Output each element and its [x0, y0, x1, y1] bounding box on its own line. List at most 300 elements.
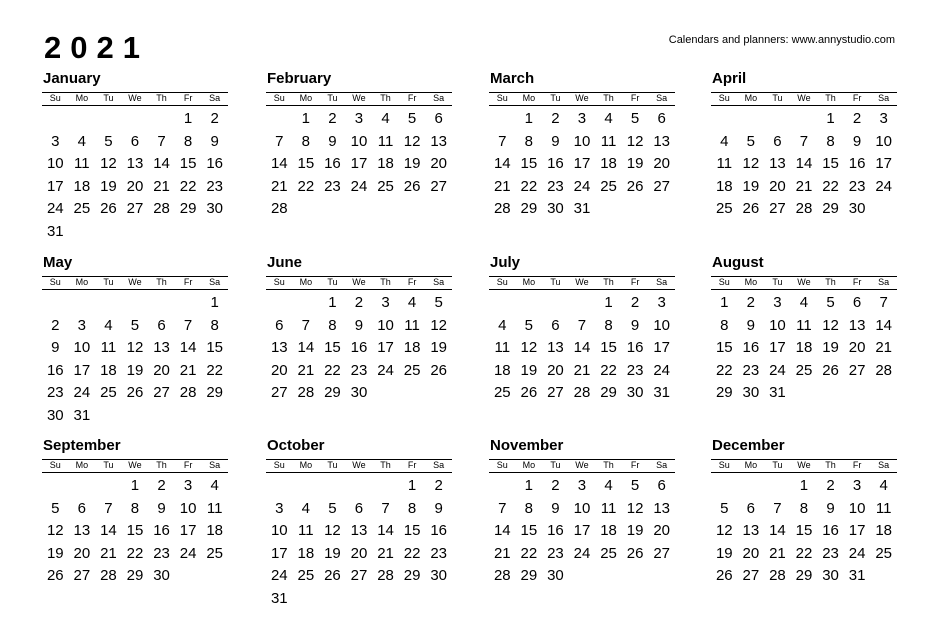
day-cell: 22 [297, 177, 315, 195]
weekday-label: Mo [299, 277, 313, 287]
weekday-label: Tu [327, 93, 338, 103]
day-cell: 26 [126, 384, 144, 401]
empty-cell [266, 475, 293, 498]
weekday-label: Mo [75, 277, 89, 287]
day-cell: 31 [46, 222, 64, 240]
weekday-label: Mo [522, 93, 536, 103]
day-cell: 19 [520, 361, 538, 379]
day-cell: 28 [100, 567, 117, 584]
day-cell: 23 [324, 177, 341, 195]
day-cell: 8 [210, 316, 219, 334]
day-cell: 19 [626, 522, 644, 539]
day-cell: 19 [46, 544, 64, 562]
weekday-label: Sa [878, 277, 890, 287]
weekday-label: We [797, 277, 811, 287]
empty-cell [738, 108, 765, 131]
day-cell: 6 [275, 316, 284, 334]
day-cell: 25 [493, 384, 511, 401]
day-cell: 21 [377, 544, 394, 562]
day-cell: 21 [270, 177, 288, 195]
day-cell: 27 [126, 200, 144, 217]
day-cell: 20 [270, 361, 288, 379]
day-cell: 1 [720, 294, 729, 311]
day-cell: 15 [715, 339, 733, 356]
day-cell: 13 [547, 339, 564, 356]
day-cell: 30 [547, 200, 564, 217]
day-cell: 22 [126, 544, 144, 562]
day-cell: 19 [715, 544, 733, 562]
day-cell: 5 [720, 499, 729, 517]
day-cell: 28 [493, 567, 511, 584]
day-cell: 14 [100, 522, 117, 539]
day-cell: 13 [350, 522, 368, 539]
day-cell: 27 [270, 384, 288, 401]
day-cell: 4 [720, 132, 729, 150]
month-name: April [712, 70, 747, 87]
day-cell: 7 [183, 316, 193, 334]
month-name: March [490, 70, 535, 87]
day-cell: 27 [153, 384, 170, 401]
weekday-header [489, 276, 675, 290]
day-cell: 7 [577, 316, 587, 334]
day-cell: 14 [297, 339, 315, 356]
month-name: September [43, 437, 121, 454]
day-cell: 7 [498, 499, 507, 517]
year-title: 2021 [44, 30, 149, 65]
empty-cell [122, 292, 149, 315]
day-cell: 21 [100, 544, 117, 562]
weekday-label: We [128, 277, 142, 287]
day-cell: 6 [130, 132, 140, 150]
weekday-label: Th [380, 93, 391, 103]
empty-cell [69, 108, 96, 131]
weekday-label: We [575, 277, 589, 287]
month-name: October [267, 437, 325, 454]
empty-cell [266, 108, 293, 131]
day-cell: 12 [715, 522, 733, 539]
day-cell: 4 [799, 294, 809, 311]
day-cell: 22 [179, 177, 197, 195]
day-cell: 29 [403, 567, 421, 584]
day-grid [42, 475, 228, 588]
day-cell: 26 [403, 177, 421, 195]
empty-cell [711, 475, 738, 498]
day-cell: 3 [879, 110, 888, 127]
day-cell: 5 [826, 294, 835, 311]
day-grid [266, 292, 452, 405]
weekday-label: Th [156, 277, 167, 287]
day-cell: 3 [183, 477, 193, 494]
day-cell: 8 [328, 316, 337, 334]
day-cell: 11 [298, 522, 314, 539]
day-cell: 19 [430, 339, 447, 356]
day-cell: 30 [350, 384, 368, 401]
day-cell: 31 [848, 567, 866, 584]
month-name: June [267, 254, 303, 271]
weekday-label: Fr [407, 93, 417, 103]
weekday-label: Fr [630, 93, 640, 103]
weekday-label: Th [603, 93, 614, 103]
day-cell: 5 [51, 499, 60, 517]
day-cell: 5 [407, 110, 417, 127]
weekday-header [711, 92, 897, 106]
day-cell: 10 [769, 316, 786, 334]
day-cell: 9 [328, 132, 337, 150]
day-cell: 21 [875, 339, 892, 356]
weekday-label: Th [156, 460, 167, 470]
day-grid [711, 292, 897, 405]
weekday-label: Mo [299, 93, 313, 103]
day-cell: 15 [795, 522, 813, 539]
day-cell: 6 [354, 499, 364, 517]
day-cell: 18 [100, 361, 117, 379]
day-cell: 9 [826, 499, 835, 517]
day-cell: 21 [769, 544, 786, 562]
month-august [711, 254, 897, 405]
day-cell: 20 [653, 155, 670, 172]
day-cell: 15 [600, 339, 617, 356]
day-cell: 17 [875, 155, 892, 172]
day-cell: 25 [600, 544, 617, 562]
day-cell: 11 [100, 339, 117, 356]
day-cell: 22 [324, 361, 341, 379]
day-cell: 24 [73, 384, 91, 401]
day-cell: 18 [715, 177, 733, 195]
day-cell: 3 [77, 316, 87, 334]
weekday-label: Fr [630, 277, 640, 287]
day-cell: 9 [746, 316, 756, 334]
month-name: February [267, 70, 332, 87]
day-cell: 21 [573, 361, 591, 379]
day-cell: 20 [742, 544, 760, 562]
day-cell: 13 [126, 155, 144, 172]
day-cell: 13 [430, 132, 447, 150]
weekday-label: Th [380, 277, 391, 287]
weekday-header [42, 276, 228, 290]
month-june [266, 254, 452, 405]
day-cell: 14 [179, 339, 197, 356]
day-cell: 24 [653, 361, 670, 379]
day-cell: 25 [795, 361, 813, 379]
day-cell: 6 [157, 316, 166, 334]
day-cell: 26 [520, 384, 538, 401]
weekday-label: Th [156, 93, 167, 103]
day-cell: 12 [46, 522, 64, 539]
day-cell: 27 [653, 177, 670, 195]
day-cell: 5 [630, 477, 640, 494]
day-cell: 21 [153, 177, 170, 195]
weekday-label: Tu [772, 277, 783, 287]
empty-cell [489, 475, 516, 498]
weekday-label: Mo [522, 460, 536, 470]
day-cell: 4 [407, 294, 417, 311]
day-cell: 6 [852, 294, 862, 311]
day-cell: 10 [875, 132, 892, 150]
month-may [42, 254, 228, 427]
weekday-label: Tu [550, 460, 561, 470]
day-cell: 11 [796, 316, 812, 334]
day-cell: 21 [493, 544, 511, 562]
weekday-label: Th [603, 460, 614, 470]
month-september [42, 437, 228, 588]
day-cell: 28 [179, 384, 197, 401]
day-cell: 10 [179, 499, 197, 517]
weekday-label: Sa [878, 93, 890, 103]
month-february [266, 70, 452, 221]
day-cell: 30 [46, 406, 64, 424]
day-cell: 1 [183, 110, 193, 127]
day-cell: 3 [657, 294, 666, 311]
month-name: May [43, 254, 73, 271]
weekday-label: Su [496, 93, 508, 103]
empty-cell [569, 292, 596, 315]
day-cell: 24 [270, 567, 288, 584]
month-name: December [712, 437, 785, 454]
weekday-label: Fr [183, 277, 193, 287]
day-cell: 13 [73, 522, 91, 539]
day-cell: 7 [773, 499, 782, 517]
day-cell: 4 [301, 499, 311, 517]
day-cell: 31 [73, 406, 91, 424]
day-cell: 4 [604, 477, 613, 494]
day-cell: 22 [520, 544, 538, 562]
day-cell: 28 [795, 200, 813, 217]
empty-cell [69, 475, 96, 498]
day-cell: 19 [403, 155, 421, 172]
day-cell: 28 [493, 200, 511, 217]
day-cell: 16 [350, 339, 368, 356]
day-cell: 7 [157, 132, 166, 150]
day-cell: 15 [520, 155, 538, 172]
day-cell: 16 [153, 522, 170, 539]
day-cell: 1 [210, 294, 219, 311]
day-cell: 25 [73, 200, 91, 217]
day-cell: 11 [716, 155, 733, 172]
day-cell: 17 [573, 155, 591, 172]
day-cell: 23 [848, 177, 866, 195]
day-cell: 9 [551, 132, 560, 150]
day-cell: 24 [875, 177, 892, 195]
day-cell: 2 [210, 110, 219, 127]
day-cell: 26 [324, 567, 341, 584]
weekday-label: Sa [209, 93, 221, 103]
day-cell: 17 [653, 339, 670, 356]
day-cell: 11 [404, 316, 420, 334]
day-cell: 20 [653, 522, 670, 539]
day-cell: 27 [430, 177, 447, 195]
day-cell: 30 [742, 384, 760, 401]
day-cell: 5 [328, 499, 337, 517]
weekday-label: Tu [103, 277, 114, 287]
day-cell: 4 [104, 316, 113, 334]
weekday-label: Su [496, 277, 508, 287]
day-cell: 25 [297, 567, 315, 584]
day-cell: 29 [600, 384, 617, 401]
day-cell: 29 [822, 200, 839, 217]
day-cell: 21 [493, 177, 511, 195]
day-cell: 24 [848, 544, 866, 562]
day-cell: 12 [626, 499, 644, 517]
weekday-label: Fr [630, 460, 640, 470]
day-cell: 1 [407, 477, 417, 494]
empty-cell [764, 475, 791, 498]
day-cell: 4 [604, 110, 613, 127]
day-cell: 29 [206, 384, 223, 401]
weekday-label: Fr [407, 277, 417, 287]
weekday-header [711, 459, 897, 473]
day-cell: 10 [350, 132, 368, 150]
empty-cell [346, 475, 373, 498]
day-cell: 1 [328, 294, 337, 311]
day-cell: 18 [795, 339, 813, 356]
day-cell: 19 [742, 177, 760, 195]
day-cell: 5 [434, 294, 443, 311]
day-cell: 12 [430, 316, 447, 334]
weekday-label: Th [380, 460, 391, 470]
day-cell: 11 [494, 339, 511, 356]
weekday-label: We [352, 277, 366, 287]
weekday-header [266, 459, 452, 473]
day-cell: 30 [848, 200, 866, 217]
weekday-header [711, 276, 897, 290]
empty-cell [516, 292, 543, 315]
day-cell: 24 [179, 544, 197, 562]
day-cell: 26 [626, 177, 644, 195]
day-cell: 27 [742, 567, 760, 584]
day-cell: 3 [852, 477, 862, 494]
day-cell: 5 [130, 316, 140, 334]
day-cell: 22 [822, 177, 839, 195]
day-grid [489, 475, 675, 588]
day-cell: 30 [153, 567, 170, 584]
day-grid [711, 475, 897, 588]
day-cell: 7 [104, 499, 113, 517]
day-cell: 9 [51, 339, 60, 356]
day-cell: 4 [210, 477, 219, 494]
weekday-label: Th [603, 277, 614, 287]
day-cell: 9 [434, 499, 443, 517]
day-cell: 9 [157, 499, 166, 517]
weekday-label: Fr [183, 460, 193, 470]
weekday-label: Th [825, 277, 836, 287]
day-cell: 5 [524, 316, 534, 334]
weekday-label: Fr [852, 93, 862, 103]
day-cell: 29 [324, 384, 341, 401]
day-cell: 17 [46, 177, 64, 195]
day-cell: 5 [630, 110, 640, 127]
day-cell: 11 [600, 499, 617, 517]
day-cell: 13 [153, 339, 170, 356]
weekday-label: Tu [772, 93, 783, 103]
day-cell: 12 [403, 132, 421, 150]
day-cell: 12 [324, 522, 341, 539]
day-cell: 16 [822, 522, 839, 539]
day-cell: 22 [795, 544, 813, 562]
day-cell: 1 [524, 110, 534, 127]
weekday-label: We [352, 93, 366, 103]
day-cell: 16 [547, 155, 564, 172]
day-cell: 1 [130, 477, 140, 494]
empty-cell [293, 475, 320, 498]
day-cell: 17 [848, 522, 866, 539]
weekday-header [266, 92, 452, 106]
day-cell: 16 [430, 522, 447, 539]
day-cell: 14 [875, 316, 892, 334]
day-cell: 18 [600, 522, 617, 539]
day-cell: 18 [403, 339, 421, 356]
day-cell: 23 [350, 361, 368, 379]
day-cell: 20 [848, 339, 866, 356]
day-cell: 15 [520, 522, 538, 539]
day-cell: 7 [381, 499, 390, 517]
day-cell: 10 [848, 499, 866, 517]
day-cell: 17 [270, 544, 288, 562]
day-cell: 25 [100, 384, 117, 401]
month-march [489, 70, 675, 221]
day-cell: 9 [354, 316, 364, 334]
day-grid [266, 475, 452, 610]
weekday-label: We [128, 93, 142, 103]
weekday-label: Mo [522, 277, 536, 287]
day-cell: 13 [848, 316, 866, 334]
weekday-label: Sa [433, 277, 445, 287]
day-cell: 8 [183, 132, 193, 150]
weekday-label: We [797, 460, 811, 470]
empty-cell [711, 108, 738, 131]
day-cell: 18 [875, 522, 892, 539]
day-cell: 10 [653, 316, 670, 334]
day-cell: 20 [430, 155, 447, 172]
weekday-header [42, 92, 228, 106]
day-cell: 22 [520, 177, 538, 195]
day-cell: 26 [100, 200, 117, 217]
day-cell: 26 [626, 544, 644, 562]
empty-cell [319, 475, 346, 498]
day-cell: 1 [301, 110, 311, 127]
weekday-label: Fr [407, 460, 417, 470]
day-cell: 29 [520, 200, 538, 217]
empty-cell [122, 108, 149, 131]
empty-cell [95, 108, 122, 131]
month-april [711, 70, 897, 221]
day-cell: 19 [822, 339, 839, 356]
day-cell: 6 [657, 477, 666, 494]
day-cell: 7 [275, 132, 284, 150]
day-cell: 16 [324, 155, 341, 172]
day-cell: 30 [626, 384, 644, 401]
day-cell: 14 [493, 522, 511, 539]
day-cell: 25 [206, 544, 223, 562]
day-cell: 2 [328, 110, 337, 127]
day-cell: 13 [742, 522, 760, 539]
day-cell: 25 [377, 177, 394, 195]
day-cell: 16 [46, 361, 64, 379]
day-cell: 2 [630, 294, 640, 311]
day-cell: 7 [879, 294, 888, 311]
day-cell: 14 [573, 339, 591, 356]
day-cell: 13 [270, 339, 288, 356]
day-cell: 8 [604, 316, 613, 334]
day-cell: 8 [799, 499, 809, 517]
day-cell: 23 [547, 544, 564, 562]
day-cell: 18 [206, 522, 223, 539]
day-grid [711, 108, 897, 221]
day-cell: 12 [742, 155, 760, 172]
day-cell: 19 [126, 361, 144, 379]
day-cell: 25 [715, 200, 733, 217]
day-cell: 17 [350, 155, 368, 172]
day-cell: 23 [430, 544, 447, 562]
